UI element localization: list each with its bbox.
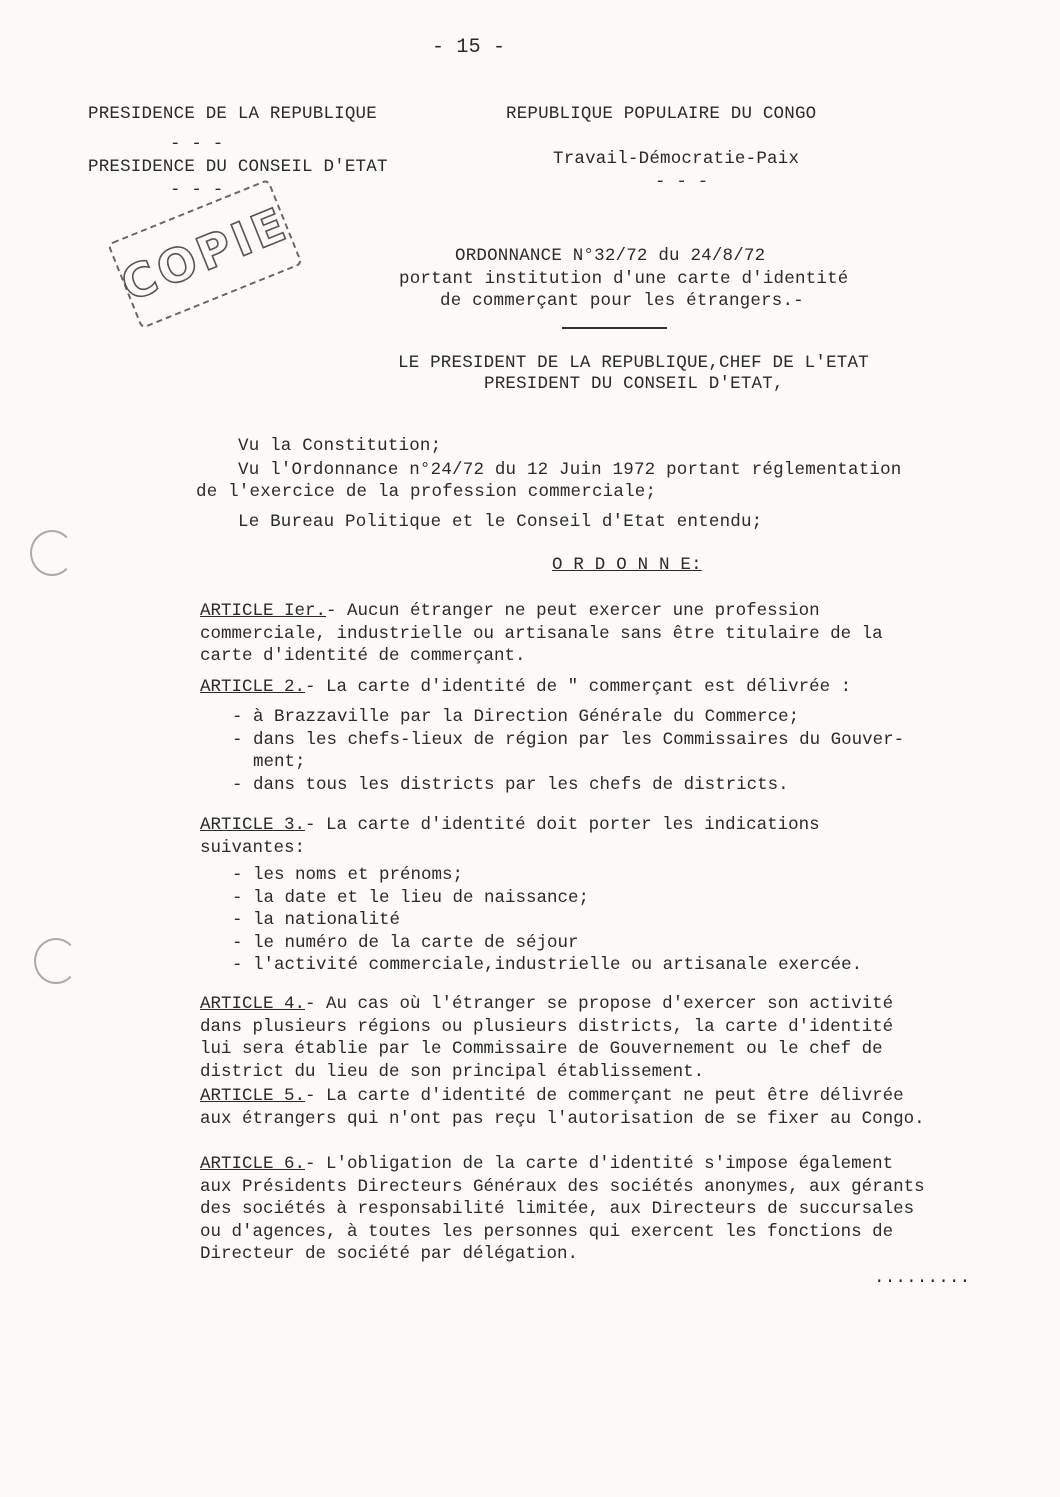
separator: - - -	[170, 180, 224, 200]
ordonnance-title: ORDONNANCE N°32/72 du 24/8/72	[455, 246, 766, 266]
article-5	[200, 1085, 1000, 1130]
page-number: - 15 -	[432, 36, 506, 59]
article-1	[200, 600, 1000, 668]
article-label: ARTICLE 6.	[200, 1154, 306, 1174]
punch-hole	[34, 938, 78, 984]
article-4	[200, 993, 1000, 1083]
article-text: - Au cas où l'étranger se propose d'exercer son activité dans plusieurs régions ou plusieurs districts, la carte d'identité lui sera établie par le Commissaire de Gouvernement ou le chef de district du lieu de son principal établissement.	[200, 994, 894, 1082]
continuation-dots: .........	[874, 1268, 971, 1288]
article-text: - La carte d'identité de commerçant ne peut être délivrée aux étrangers qui n'ont pas reçu l'autorisation de se fixer au Congo.	[200, 1086, 925, 1129]
president-title-2: PRESIDENT DU CONSEIL D'ETAT,	[484, 374, 784, 394]
article-label: ARTICLE 4.	[200, 994, 306, 1014]
article-label: ARTICLE Ier.	[200, 601, 327, 621]
punch-hole	[30, 530, 74, 576]
article-text: - La carte d'identité doit porter les indications suivantes:	[200, 815, 820, 858]
separator: - - -	[655, 172, 709, 192]
visa-constitution: Vu la Constitution;	[238, 436, 442, 456]
separator: - - -	[170, 134, 224, 154]
article-3-list: - les noms et prénoms; - la date et le lieu de naissance; - la nationalité - le numéro de la carte de séjour - l'activité commerciale,industrielle ou artisanale exercée.	[232, 865, 863, 975]
article-label: ARTICLE 5.	[200, 1086, 306, 1106]
ordonne-heading: O R D O N N E:	[552, 555, 702, 575]
article-6	[200, 1153, 1000, 1266]
ordonnance-subtitle-2: de commerçant pour les étrangers.-	[440, 291, 804, 311]
issuer-line-2: PRESIDENCE DU CONSEIL D'ETAT	[88, 157, 388, 177]
article-2-list: - à Brazzaville par la Direction Générale du Commerce; - dans les chefs-lieux de région par les Commissaires du Gouver- ment; - dans tous les districts par les chefs de districts.	[232, 707, 905, 795]
article-label: ARTICLE 2.	[200, 677, 306, 697]
national-motto: Travail-Démocratie-Paix	[553, 149, 800, 169]
copie-stamp	[107, 179, 303, 329]
divider	[562, 327, 667, 329]
article-text: - La carte d'identité de " commerçant est délivrée :	[305, 677, 852, 697]
article-label: ARTICLE 3.	[200, 815, 306, 835]
visa-bureau: Le Bureau Politique et le Conseil d'Etat entendu;	[238, 512, 763, 532]
ordonnance-subtitle-1: portant institution d'une carte d'identité	[399, 269, 849, 289]
country-name: REPUBLIQUE POPULAIRE DU CONGO	[506, 104, 817, 124]
article-text: - L'obligation de la carte d'identité s'impose également aux Présidents Directeurs Généraux des sociétés anonymes, aux gérants des sociétés à responsabilité limitée, aux Directeurs de succursales ou d'agences, à toutes les personnes qui exercent les fonctions de Directeur de société par délégation.	[200, 1154, 925, 1264]
issuer-line-1: PRESIDENCE DE LA REPUBLIQUE	[88, 104, 377, 124]
president-title-1: LE PRESIDENT DE LA REPUBLIQUE,CHEF DE L'ETAT	[398, 353, 869, 373]
article-text: - Aucun étranger ne peut exercer une profession commerciale, industrielle ou artisanale sans être titulaire de la carte d'identité de commerçant.	[200, 601, 883, 666]
article-2	[200, 676, 1000, 699]
article-3	[200, 814, 1000, 859]
stamp-text: COPIE	[113, 196, 297, 312]
visa-ordonnance-cont: de l'exercice de la profession commerciale;	[196, 482, 657, 502]
visa-ordonnance: Vu l'Ordonnance n°24/72 du 12 Juin 1972 portant réglementation	[238, 460, 902, 480]
